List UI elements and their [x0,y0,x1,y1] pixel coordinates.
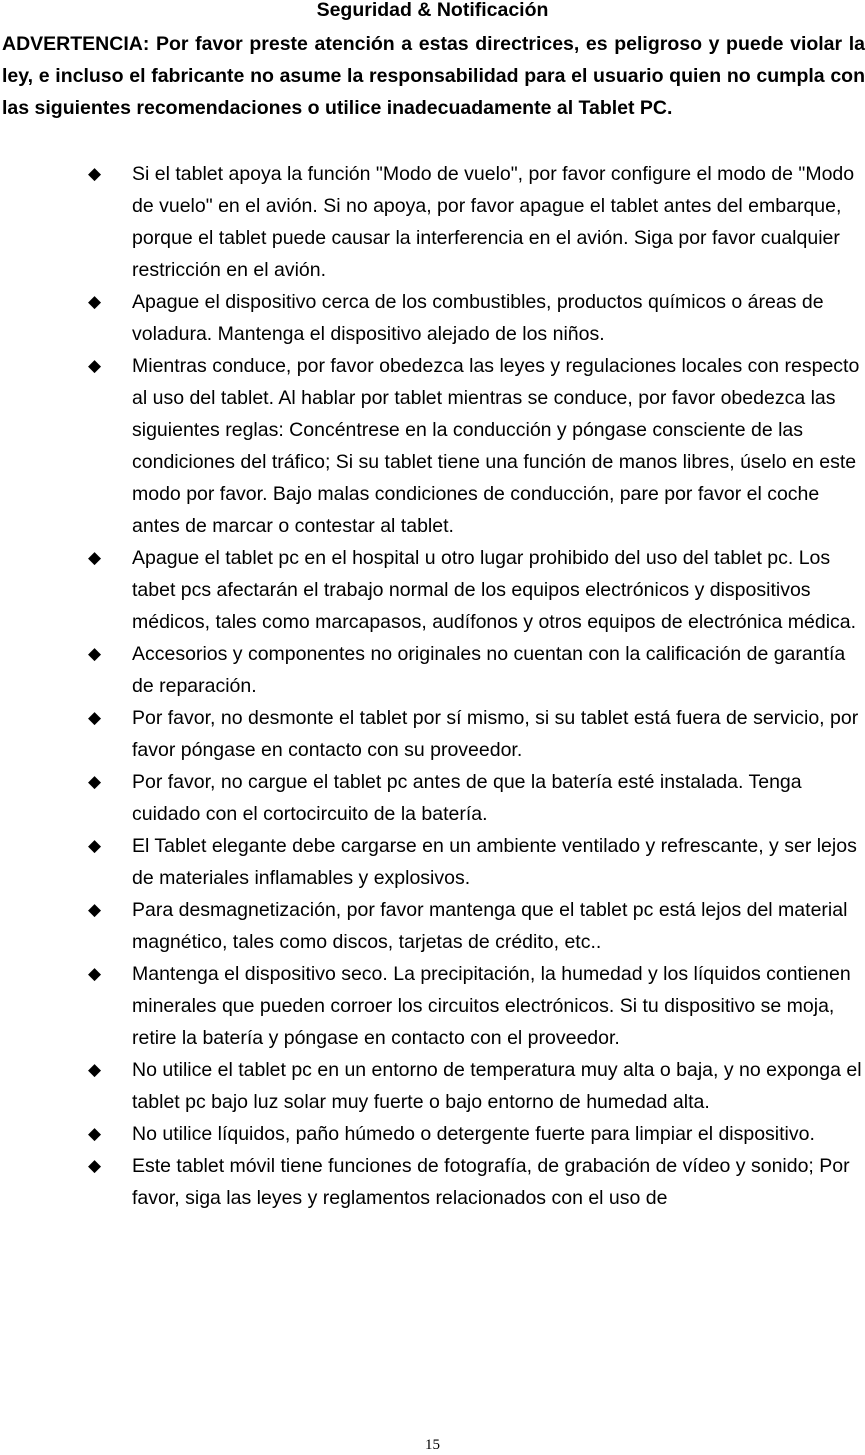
list-item [0,638,865,702]
diamond-bullet-icon: ◆ [88,772,102,791]
diamond-bullet-icon: ◆ [88,708,102,727]
diamond-bullet-icon: ◆ [88,836,102,855]
list-item [0,1118,865,1150]
list-item-text: Mientras conduce, por favor obedezca las leyes y regulaciones locales con respecto al uso del tablet. Al hablar por tablet mientras se conduce, por favor obedezca las siguientes reglas: Concéntrese en la conducción y póngase consciente de las condiciones del tráfico; Si su tablet tiene una función de manos libres, úselo en este modo por favor. Bajo malas condiciones de conducción, pare por favor el coche antes de marcar o contestar al tablet. [132,355,860,537]
page-number: 15 [425,1437,440,1453]
diamond-bullet-icon: ◆ [88,356,102,375]
diamond-bullet-icon: ◆ [88,900,102,919]
list-item [0,1054,865,1118]
list-item-text: El Tablet elegante debe cargarse en un ambiente ventilado y refrescante, y ser lejos de materiales inflamables y explosivos. [132,835,857,889]
list-item-text: Apague el dispositivo cerca de los combustibles, productos químicos o áreas de voladura. Mantenga el dispositivo alejado de los niños. [132,291,824,345]
list-item-text: Por favor, no cargue el tablet pc antes de que la batería esté instalada. Tenga cuidado con el cortocircuito de la batería. [132,771,802,825]
page-title: Seguridad & Notificación [316,0,549,21]
list-item [0,286,865,350]
list-item-text: Apague el tablet pc en el hospital u otro lugar prohibido del uso del tablet pc. Los tabet pcs afectarán el trabajo normal de los equipos electrónicos y dispositivos médicos, tales como marcapasos, audífonos y otros equipos de electrónica médica. [132,547,857,633]
list-item-text: No utilice el tablet pc en un entorno de temperatura muy alta o baja, y no exponga el tablet pc bajo luz solar muy fuerte o bajo entorno de humedad alta. [132,1059,862,1113]
diamond-bullet-icon: ◆ [88,1124,102,1143]
diamond-bullet-icon: ◆ [88,1156,102,1175]
list-item-text: Accesorios y componentes no originales no cuentan con la calificación de garantía de reparación. [132,643,846,697]
diamond-bullet-icon: ◆ [88,292,102,311]
safety-list [0,158,865,1214]
diamond-bullet-icon: ◆ [88,1060,102,1079]
warning-paragraph: ADVERTENCIA: Por favor preste atención a estas directrices, es peligroso y puede violar la ley, e incluso el fabricante no asume la responsabilidad para el usuario quien no cumpla con las siguientes recomendaciones o utilice inadecuadamente al Tablet PC. [2,33,865,119]
list-item [0,158,865,286]
list-item-text: Si el tablet apoya la función "Modo de vuelo", por favor configure el modo de "Modo de vuelo" en el avión. Si no apoya, por favor apague el tablet antes del embarque, porque el tablet puede causar la interferencia en el avión. Siga por favor cualquier restricción en el avión. [132,163,855,281]
diamond-bullet-icon: ◆ [88,164,102,183]
list-item [0,830,865,894]
list-item [0,766,865,830]
list-item [0,702,865,766]
diamond-bullet-icon: ◆ [88,644,102,663]
list-item [0,1150,865,1214]
list-item-text: Por favor, no desmonte el tablet por sí mismo, si su tablet está fuera de servicio, por favor póngase en contacto con su proveedor. [132,707,859,761]
diamond-bullet-icon: ◆ [88,548,102,567]
list-item-text: Mantenga el dispositivo seco. La precipitación, la humedad y los líquidos contienen minerales que pueden corroer los circuitos electrónicos. Si tu dispositivo se moja, retire la batería y póngase en contacto con el proveedor. [132,963,851,1049]
list-item [0,542,865,638]
list-item-text: Para desmagnetización, por favor mantenga que el tablet pc está lejos del material magnético, tales como discos, tarjetas de crédito, etc.. [132,899,848,953]
diamond-bullet-icon: ◆ [88,964,102,983]
list-item [0,350,865,542]
list-item [0,894,865,958]
list-item [0,958,865,1054]
list-item-text: No utilice líquidos, paño húmedo o detergente fuerte para limpiar el dispositivo. [132,1123,815,1145]
list-item-text: Este tablet móvil tiene funciones de fotografía, de grabación de vídeo y sonido; Por favor, siga las leyes y reglamentos relacionados con el uso de [132,1155,850,1209]
